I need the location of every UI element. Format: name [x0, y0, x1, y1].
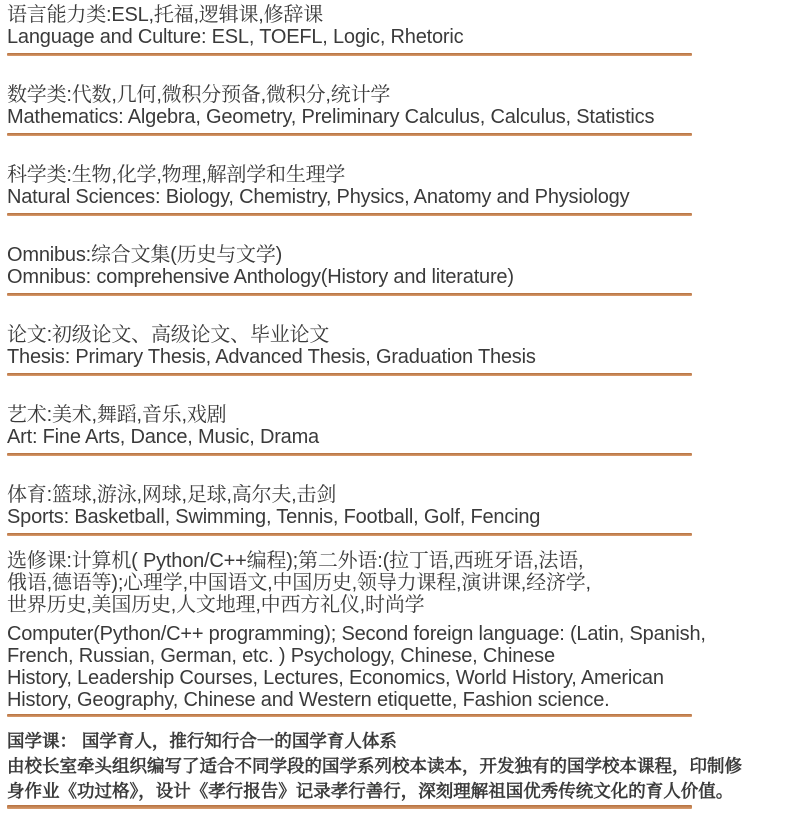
section-divider: [7, 714, 692, 717]
section-en-line: French, Russian, German, etc. ) Psychology, Chinese, Chinese: [7, 645, 555, 667]
section-zh-line: 俄语,德语等);心理学,中国语文,中国历史,领导力课程,演讲课,经济学,: [7, 572, 591, 594]
section-divider: [7, 53, 692, 56]
section-en-line: Sports: Basketball, Swimming, Tennis, Football, Golf, Fencing: [7, 506, 541, 528]
section-sports: [7, 484, 788, 536]
section-en-line: Mathematics: Algebra, Geometry, Preliminary Calculus, Calculus, Statistics: [7, 106, 655, 128]
section-zh-line: 艺术:美术,舞蹈,音乐,戏剧: [7, 404, 227, 426]
section-divider: [7, 453, 692, 456]
section-zh-line: 国学课： 国学育人，推行知行合一的国学育人体系: [7, 731, 397, 751]
section-divider: [7, 533, 692, 536]
section-divider: [7, 213, 692, 216]
section-electives: [7, 550, 788, 717]
section-zh-line: 体育:篮球,游泳,网球,足球,高尔夫,击剑: [7, 484, 337, 506]
section-en-line: Language and Culture: ESL, TOEFL, Logic, Rhetoric: [7, 26, 464, 48]
section-zh-line: 由校长室牵头组织编写了适合不同学段的国学系列校本读本，开发独有的国学校本课程，印制修: [7, 756, 742, 776]
section-divider: [7, 805, 692, 809]
section-en-line: Natural Sciences: Biology, Chemistry, Physics, Anatomy and Physiology: [7, 186, 630, 208]
section-zh-line: 选修课:计算机( Python/C++编程);第二外语:(拉丁语,西班牙语,法语,: [7, 550, 584, 572]
section-zh-line: 世界历史,美国历史,人文地理,中西方礼仪,时尚学: [7, 594, 425, 616]
section-natural-sciences: [7, 164, 788, 216]
section-divider: [7, 373, 692, 376]
section-en-line: Computer(Python/C++ programming); Second foreign language: (Latin, Spanish,: [7, 623, 706, 645]
section-zh-line: 论文:初级论文、高级论文、毕业论文: [7, 324, 330, 346]
section-divider: [7, 293, 692, 296]
course-list-document: [7, 4, 788, 809]
section-en-line: History, Geography, Chinese and Western etiquette, Fashion science.: [7, 689, 610, 711]
electives-chinese-block: [7, 550, 788, 616]
section-zh-line: 数学类:代数,几何,微积分预备,微积分,统计学: [7, 84, 391, 106]
section-language-culture: [7, 4, 788, 56]
section-divider: [7, 133, 692, 136]
section-zh-line: 科学类:生物,化学,物理,解剖学和生理学: [7, 164, 346, 186]
electives-english-block: [7, 623, 788, 711]
section-en-line: Art: Fine Arts, Dance, Music, Drama: [7, 426, 319, 448]
section-zh-line: 身作业《功过格》，设计《孝行报告》记录孝行善行，深刻理解祖国优秀传统文化的育人价值。: [7, 781, 734, 801]
section-zh-line: 语言能力类:ESL,托福,逻辑课,修辞课: [7, 4, 324, 26]
section-art: [7, 404, 788, 456]
section-en-line: History, Leadership Courses, Lectures, Economics, World History, American: [7, 667, 664, 689]
section-thesis: [7, 324, 788, 376]
section-mathematics: [7, 84, 788, 136]
section-omnibus: [7, 244, 788, 296]
section-guoxue: [7, 729, 788, 809]
section-zh-line: Omnibus:综合文集(历史与文学): [7, 244, 283, 266]
section-en-line: Omnibus: comprehensive Anthology(History and literature): [7, 266, 514, 288]
section-en-line: Thesis: Primary Thesis, Advanced Thesis, Graduation Thesis: [7, 346, 536, 368]
